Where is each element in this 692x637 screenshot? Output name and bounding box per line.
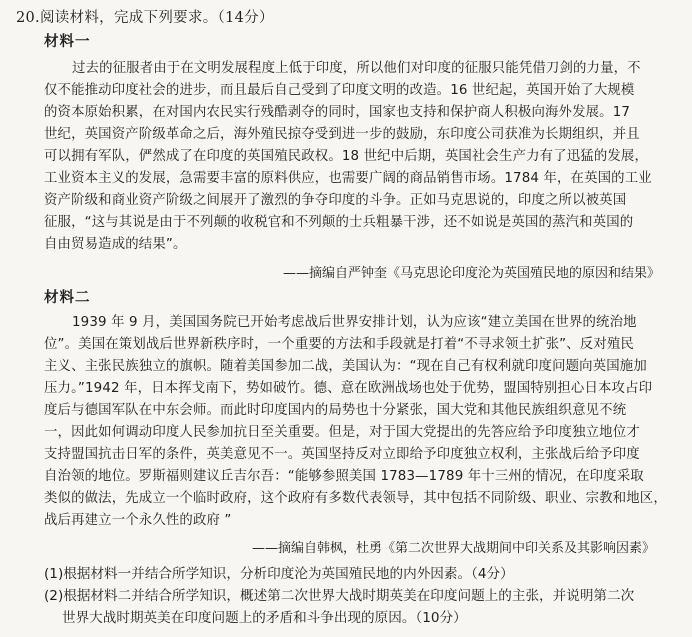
material2-heading: 材料二: [44, 290, 91, 306]
material2-line: 战后再建立一个永久性的政府 ”: [44, 513, 232, 528]
subquestion-2-continued: 世界大战时期英美在印度问题上的矛盾和斗争出现的原因。（10分）: [62, 610, 467, 626]
material1-line: 工业资本主义的发展，急需要丰富的原料供应，也需要广阔的商品销售市场。1784 年，在英国的工业: [44, 171, 652, 186]
question-title: 20.阅读材料，完成下列要求。（14分）: [16, 10, 274, 26]
material2-source: ——摘编自韩枫，杜勇《第二次世界大战期间中印关系及其影响因素》: [252, 541, 656, 556]
material1-line: 世纪，英国资产阶级革命之后，海外殖民掠夺受到进一步的鼓励，东印度公司获准为长期组织，并且: [44, 127, 640, 142]
material2-line: 位”。美国在策划战后世界新秩序时，一个重要的方法和手段就是打着“不寻求领土扩张”、反对殖民: [44, 337, 634, 352]
material2-line: 类似的做法，先成立一个临时政府，这个政府有多数代表领导，其中包括不同阶级、职业、宗教和地区，: [44, 491, 667, 506]
material1-line: 过去的征服者由于在文明发展程度上低于印度，所以他们对印度的征服只能凭借刀剑的力量，不: [72, 61, 641, 76]
material2-line: 主义、主张民族独立的旗帜。随着美国参加二战，美国认为：“现在自己有权利就印度问题向英国施加: [44, 359, 647, 374]
material1-line: 自由贸易造成的结果”。: [44, 237, 187, 252]
material1-line: 征服，“这与其说是由于不列颠的收税官和不列颠的士兵粗暴干涉，还不如说是英国的蒸汽和英国的: [44, 215, 634, 230]
material1-line: 资产阶级和商业资产阶级之间展开了激烈的争夺印度的斗争。正如马克思说的，印度之所以被英国: [44, 193, 627, 208]
material1-line: 可以拥有军队，俨然成了在印度的英国殖民政权。18 世纪中后期，英国社会生产力有了迅猛的发展，: [44, 149, 648, 164]
material1-source: ——摘编自严钟奎《马克思论印度沦为英国殖民地的原因和结果》: [283, 266, 661, 281]
material1-line: 的资本原始积累，在对国内农民实行残酷剥夺的同时，国家也支持和保护商人积极向海外发展。17: [44, 105, 631, 120]
material1-heading: 材料一: [44, 34, 91, 50]
subquestion-1: (1)根据材料一并结合所学知识，分析印度沦为英国殖民地的内外因素。（4分）: [44, 566, 514, 582]
material2-line: 1939 年 9 月，美国国务院已开始考虑战后世界安排计划，认为应该“建立美国在世界的统治地: [72, 315, 637, 330]
material2-line: 度后与德国军队在中东会师。而此时印度国内的局势也十分紧张，国大党和其他民族组织意见不统: [44, 403, 627, 418]
material2-line: 自治领的地位。罗斯福则建议丘吉尔吾：“能够参照美国 1783—1789 年十三州的情况，在印度采取: [44, 469, 644, 484]
material1-line: 仅不能推动印度社会的进步，而且最后自己受到了印度文明的改造。16 世纪起，英国开始了大规模: [44, 83, 635, 98]
material2-line: 支持盟国抗击日军的条件，英美意见不一。英国坚持反对立即给予印度独立权利，主张战后给予印度: [44, 447, 640, 462]
material2-line: 一，因此如何调动印度人民参加抗日至关重要。但是，对于国大党提出的先答应给予印度独立地位才: [44, 425, 640, 440]
subquestion-2: (2)根据材料二并结合所学知识，概述第二次世界大战时期英美在印度问题上的主张，并说明第二次: [44, 588, 635, 604]
material2-line: 压力。”1942 年，日本挥戈南下，势如破竹。德、意在欧洲战场也处于优势，盟国特别担心日本攻占印: [44, 381, 653, 396]
